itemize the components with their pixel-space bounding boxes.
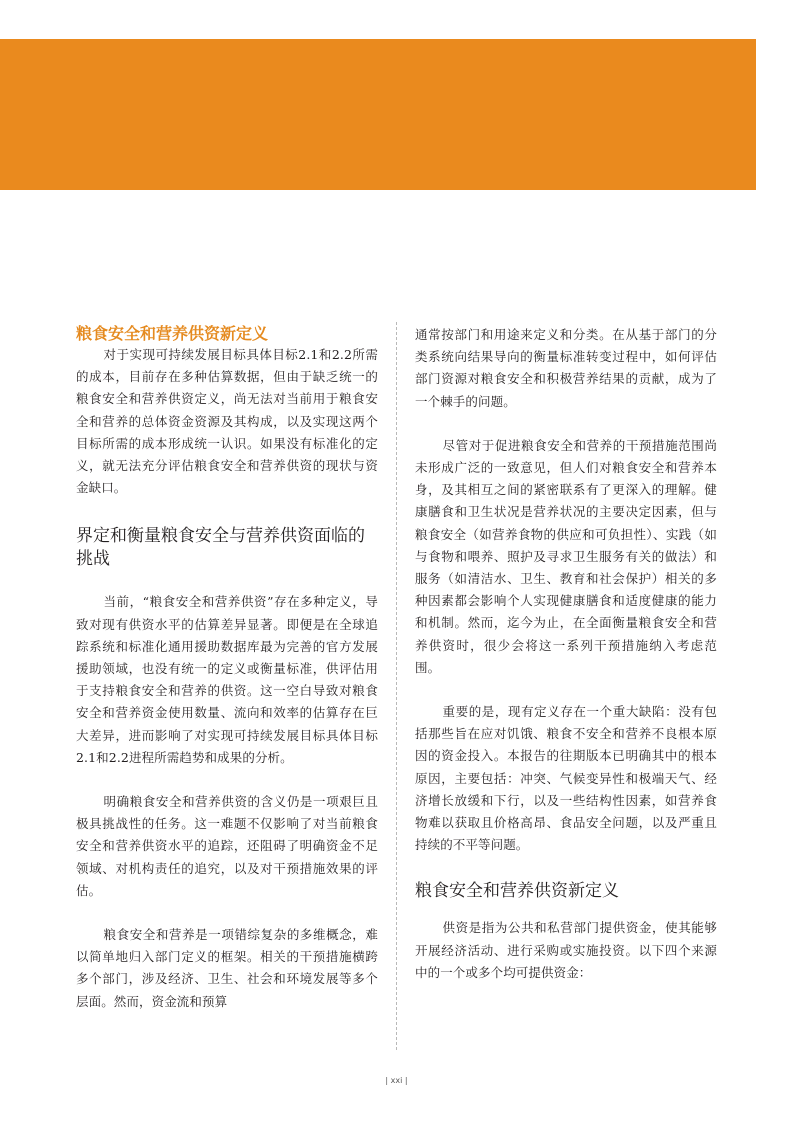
- left-column: [76, 324, 378, 1013]
- paragraph: 当前，“粮食安全和营养供资”存在多种定义，导致对现有供资水平的估算差异显著。即便是在全球追踪系统和标准化通用援助数据库最为完善的官方发展援助领域，也没有统一的定义或衡量标准，供评估用于支持粮食安全和营养的供资。这一空白导致对粮食安全和营养资金使用数量、流向和效率的估算存在巨大差异，进而影响了对实现可持续发展目标具体目标2.1和2.2进程所需趋势和成果的分析。: [76, 594, 378, 765]
- paragraph: 通常按部门和用途来定义和分类。在从基于部门的分类系统向结果导向的衡量标准转变过程中，如何评估部门资源对粮食安全和积极营养结果的贡献，成为了一个棘手的问题。: [415, 327, 717, 409]
- paragraph: 粮食安全和营养是一项错综复杂的多维概念，难以简单地归入部门定义的框架。相关的干预措施横跨多个部门，涉及经济、卫生、社会和环境发展等多个层面。然而，资金流和预算: [76, 927, 378, 1009]
- section-heading: 粮食安全和营养供资新定义: [415, 881, 619, 902]
- paragraph: 明确粮食安全和营养供资的含义仍是一项艰巨且极具挑战性的任务。这一难题不仅影响了对当前粮食安全和营养供资水平的追踪，还阻碍了明确资金不足领域、对机构责任的追究，以及对干预措施效果的评估。: [76, 794, 378, 898]
- paragraph: 重要的是，现有定义存在一个重大缺陷：没有包括那些旨在应对饥饿、粮食不安全和营养不良根本原因的资金投入。本报告的往期版本已明确其中的根本原因，主要包括：冲突、气候变异性和极端天气、经济增长放缓和下行，以及一些结构性因素，如营养食物难以获取且价格高昂、食品安全问题，以及严重且持续的不平等问题。: [415, 704, 717, 853]
- paragraph: 尽管对于促进粮食安全和营养的干预措施范围尚未形成广泛的一致意见，但人们对粮食安全和营养本身，及其相互之间的紧密联系有了更深入的理解。健康膳食和卫生状况是营养状况的主要决定因素，但与粮食安全（如营养食物的供应和可负担性）、实践（如与食物和喂养、照护及寻求卫生服务有关的做法）和服务（如清洁水、卫生、教育和社会保护）相关的多种因素都会影响个人实现健康膳食和适度健康的能力和机制。然而，迄今为止，在全面衡量粮食安全和营养供资时，很少会将这一系列干预措施纳入考虑范围。: [415, 437, 717, 675]
- paragraph: 供资是指为公共和私营部门提供资金，使其能够开展经济活动、进行采购或实施投资。以下四个来源中的一个或多个均可提供资金：: [415, 920, 717, 980]
- section-heading: 界定和衡量粮食安全与营养供资面临的挑战: [76, 526, 365, 570]
- section-title: 粮食安全和营养供资新定义: [76, 324, 269, 343]
- column-divider: [396, 322, 397, 1050]
- paragraph: 对于实现可持续发展目标具体目标2.1和2.2所需的成本，目前存在多种估算数据，但由于缺乏统一的粮食安全和营养供资定义，尚无法对当前用于粮食安全和营养的总体资金资源及其构成，以及实现这两个目标所需的成本形成统一认识。如果没有标准化的定义，就无法充分评估粮食安全和营养供资的现状与资金缺口。: [76, 347, 378, 496]
- right-column: [415, 324, 717, 984]
- header-banner: [0, 39, 756, 190]
- page-number: | xxi |: [385, 1076, 408, 1085]
